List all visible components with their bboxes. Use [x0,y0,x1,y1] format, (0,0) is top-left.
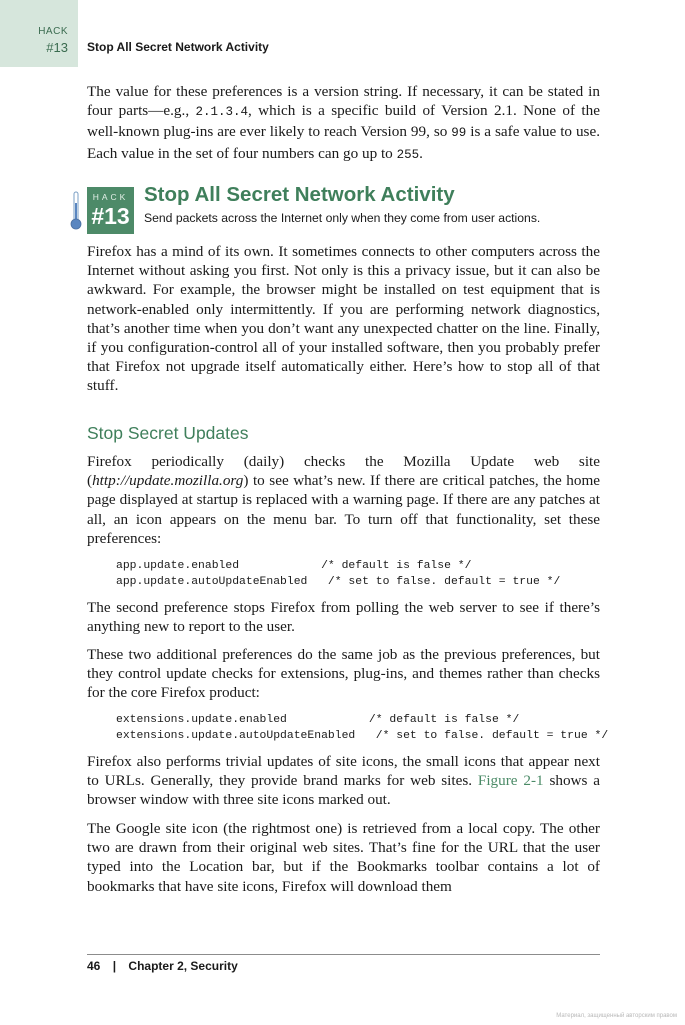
tab-hack-number: #13 [46,40,68,55]
google-block [87,819,600,896]
updates-text-1: Firefox periodically (daily) checks the Mozilla Update web site ( [87,453,600,490]
footer-separator: | [112,959,117,973]
site-icons-text-1: Firefox also performs trivial updates of site icons, the small icons that appear next to URLs. Generally, they provide brand marks for web sites. [87,753,600,790]
intro-code-99: 99 [451,126,467,141]
intro-code-version: 2.1.3.4 [195,105,248,120]
updates-block [87,452,600,548]
hack-title: Stop All Secret Network Activity [144,183,455,206]
updates-text-2: ) to see what’s new. If there are critical patches, the home page displayed at startup is replaced with a warning page. If there are any patches at all, an icon appears on the menu bar. To turn off that functionality, set these preferences: [87,472,600,547]
hack-badge-label: HACK [92,192,129,202]
thermometer-icon [70,191,82,231]
hack-badge-number: #13 [91,203,130,229]
figure-2-1-link[interactable]: Figure 2-1 [477,772,544,790]
intro-text-2: , which is a specific build of Version 2.1. None of the well-known plug-ins are ever likely to reach Version 99, so [87,102,600,141]
section-heading: Stop Secret Updates [87,423,249,443]
updates-paragraph [87,452,600,548]
page-footer [87,959,238,973]
hack-badge [87,187,134,234]
intro-code-255: 255 [396,147,420,162]
additional-block [87,645,600,703]
footer-rule [87,954,600,955]
additional-paragraph: These two additional preferences do the same job as the previous preferences, but they control update checks for extensions, plug-ins, and themes rather than checks for the core Firefox product: [87,646,600,702]
site-icons-paragraph [87,752,600,810]
code-block-app-update: app.update.enabled /* default is false */ app.update.autoUpdateEnabled /* set to false. default = true */ [116,560,561,588]
firefox-mind-block [87,242,600,396]
site-icons-block [87,752,600,810]
intro-text-3: is a safe value to use. Each value in the set of four numbers can go up to [87,123,600,162]
running-head: Stop All Secret Network Activity [87,40,269,54]
hack-subtitle: Send packets across the Internet only when they come from user actions. [144,211,541,225]
second-pref-block [87,598,600,636]
intro-text-1: The value for these preferences is a version string. If necessary, it can be stated in four parts—e.g., [87,83,600,120]
update-site-url[interactable]: http://update.mozilla.org [92,472,244,490]
chapter-title: Chapter 2, Security [128,959,238,973]
firefox-mind-paragraph: Firefox has a mind of its own. It sometimes connects to other computers across the Internet without asking you first. Not only is this a privacy issue, but it can also be awkward. For example, the browser might be installed on test equipment that is network-enabled only intermittently. If you are performing network diagnostics, that’s another time when you don’t want any unexpected chatter on the line. Finally, if you configuration-control all of your installed software, then you probably prefer that Firefox not upgrade itself automatically either. Here’s how to stop all of that stuff. [87,243,600,395]
page-number: 46 [87,959,101,973]
code-block-extensions-update: extensions.update.enabled /* default is false */ extensions.update.autoUpdateEnabled /* set to false. default = true */ [116,714,609,742]
site-icons-text-2: shows a browser window with three site icons marked out. [87,772,600,809]
intro-paragraph-block [87,82,600,165]
google-paragraph: The Google site icon (the rightmost one) is retrieved from a local copy. The other two are drawn from their original web sites. That’s fine for the URL that the user typed into the Location bar, but if the Bookmarks toolbar contains a lot of bookmarks that have site icons, Firefox will download them [87,820,600,895]
intro-text-4: . [419,144,423,162]
hack-tab [0,0,78,67]
second-pref-paragraph: The second preference stops Firefox from polling the web server to see if there’s anything new to report to the user. [87,599,600,636]
intro-paragraph [87,82,600,165]
tab-hack-label: HACK [38,26,68,37]
watermark: Материал, защищенный авторским правом [556,1013,677,1019]
